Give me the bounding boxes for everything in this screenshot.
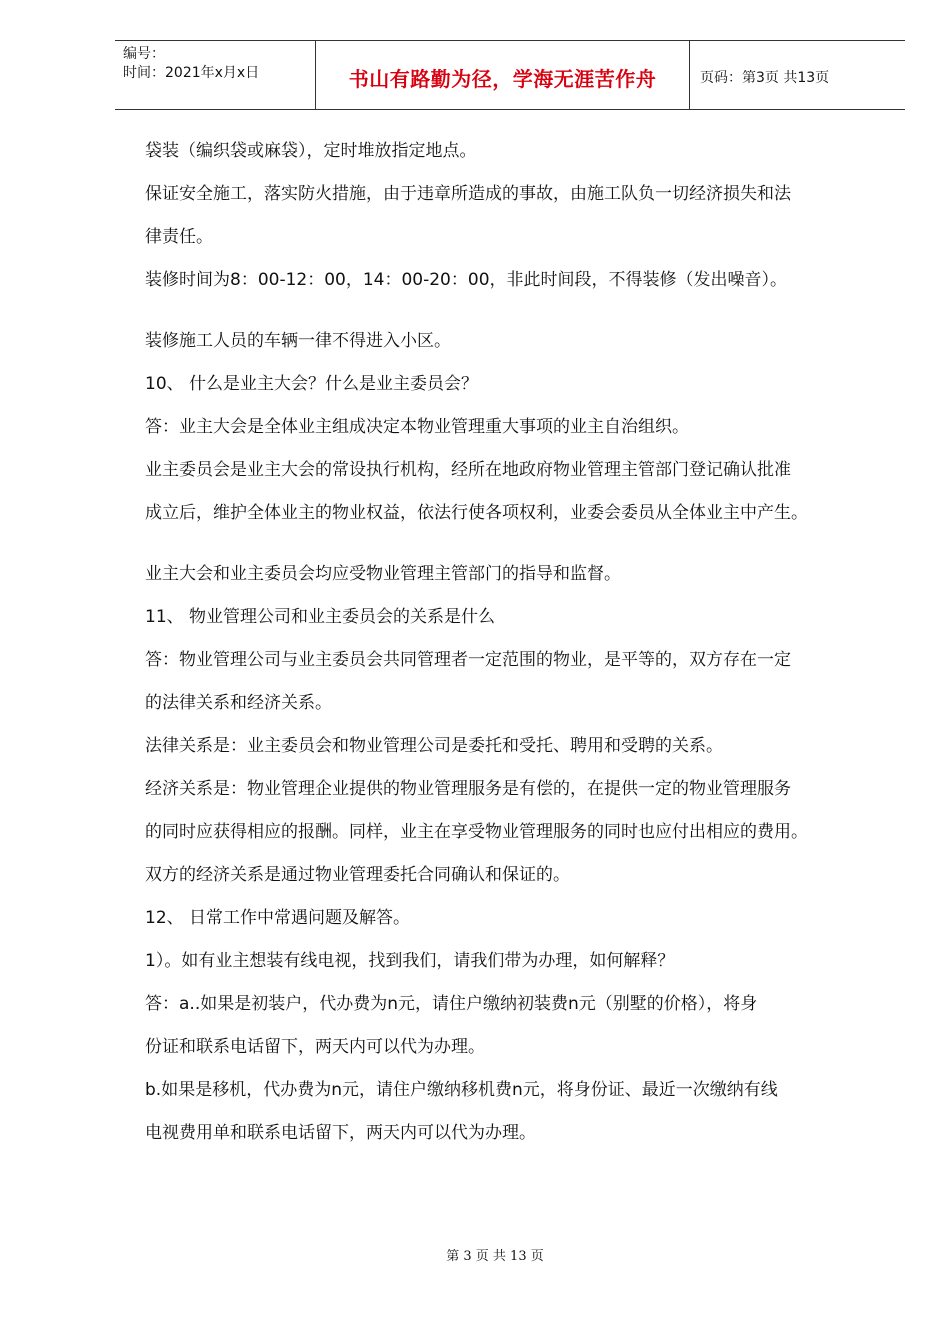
page-header — [115, 40, 905, 110]
question-heading: 12、 日常工作中常遇问题及解答。 — [145, 908, 411, 928]
paragraph: 法律关系是：业主委员会和物业管理公司是委托和受托、聘用和受聘的关系。 — [145, 736, 723, 756]
paragraph: 装修时间为8：00-12：00，14：00-20：00，非此时间段，不得装修（发出噪音）。 — [145, 270, 788, 290]
paragraph: 份证和联系电话留下，两天内可以代为办理。 — [145, 1037, 485, 1057]
paragraph: 的同时应获得相应的报酬。同样，业主在享受物业管理服务的同时也应付出相应的费用。 — [145, 822, 808, 842]
question-heading: 11、 物业管理公司和业主委员会的关系是什么 — [145, 607, 496, 627]
paragraph: 业主大会和业主委员会均应受物业管理主管部门的指导和监督。 — [145, 564, 621, 584]
paragraph: 装修施工人员的车辆一律不得进入小区。 — [145, 331, 451, 351]
document-body — [145, 130, 885, 1155]
paragraph: 经济关系是：物业管理企业提供的物业管理服务是有偿的，在提供一定的物业管理服务 — [145, 779, 791, 799]
paragraph: 袋装（编织袋或麻袋），定时堆放指定地点。 — [145, 141, 477, 161]
paragraph: 答：物业管理公司与业主委员会共同管理者一定范围的物业，是平等的，双方存在一定 — [145, 650, 791, 670]
time-label: 时间：2021年x月x日 — [123, 65, 260, 81]
header-meta-cell — [115, 41, 316, 109]
serial-label: 编号： — [123, 46, 165, 62]
question-heading: 10、 什么是业主大会？什么是业主委员会？ — [145, 374, 479, 394]
page-footer: 第 3 页 共 13 页 — [446, 1249, 544, 1264]
paragraph: 保证安全施工，落实防火措施，由于违章所造成的事故，由施工队负一切经济损失和法 — [145, 184, 791, 204]
paragraph: 成立后，维护全体业主的物业权益，依法行使各项权利，业委会委员从全体业主中产生。 — [145, 503, 808, 523]
header-page-label: 页码：第3页 共13页 — [700, 70, 830, 86]
paragraph: 电视费用单和联系电话留下，两天内可以代为办理。 — [145, 1123, 536, 1143]
header-motto: 书山有路勤为径，学海无涯苦作舟 — [316, 41, 690, 109]
paragraph: 的法律关系和经济关系。 — [145, 693, 332, 713]
paragraph: 业主委员会是业主大会的常设执行机构，经所在地政府物业管理主管部门登记确认批准 — [145, 460, 791, 480]
paragraph: 1）。如有业主想装有线电视，找到我们，请我们带为办理，如何解释？ — [145, 951, 675, 971]
paragraph: b.如果是移机，代办费为n元，请住户缴纳移机费n元，将身份证、最近一次缴纳有线 — [145, 1080, 778, 1100]
paragraph: 律责任。 — [145, 227, 213, 247]
paragraph: 答：业主大会是全体业主组成决定本物业管理重大事项的业主自治组织。 — [145, 417, 689, 437]
paragraph: 双方的经济关系是通过物业管理委托合同确认和保证的。 — [145, 865, 570, 885]
paragraph: 答：a..如果是初装户，代办费为n元，请住户缴纳初装费n元（别墅的价格），将身 — [145, 994, 758, 1014]
